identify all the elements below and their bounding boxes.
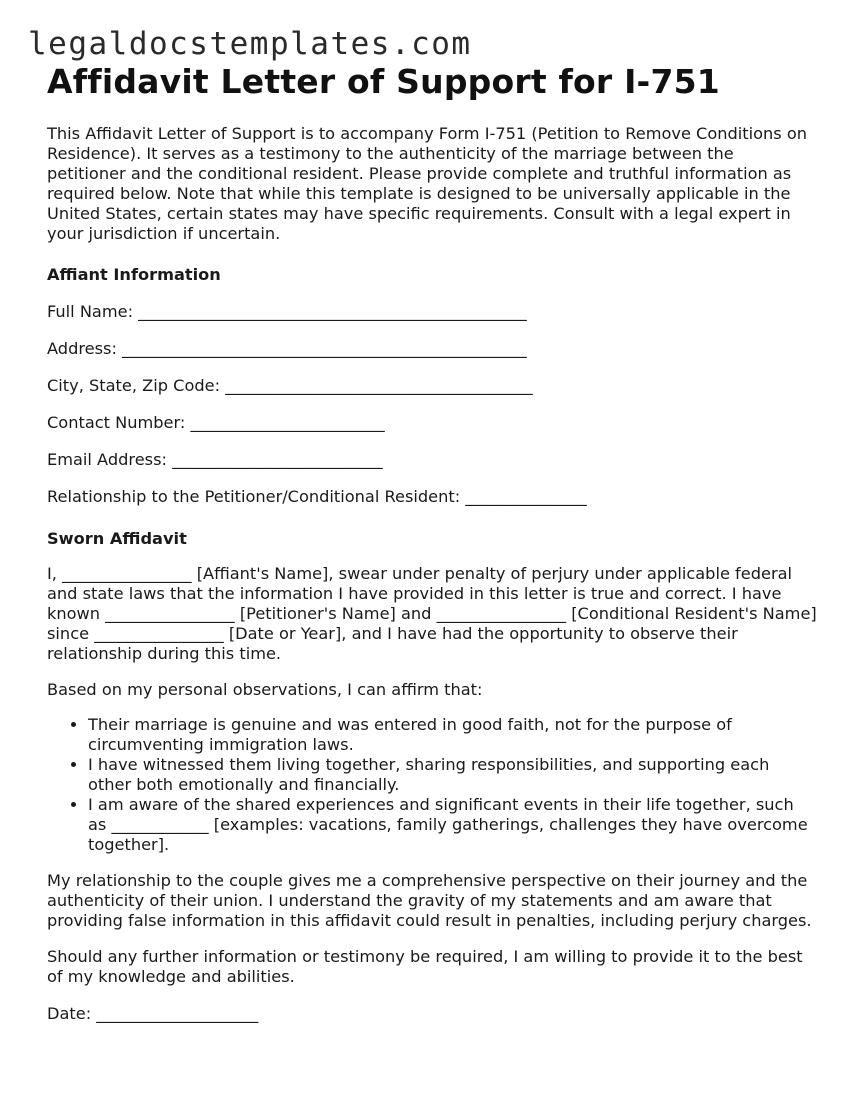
- observations-paragraph: Based on my personal observations, I can affirm that:: [47, 680, 483, 699]
- city-state-zip-field: City, State, Zip Code: ______________________________________: [47, 376, 533, 395]
- relationship-paragraph: My relationship to the couple gives me a comprehensive perspective on their journey and the authenticity of their union. I understand the gravity of my statements and am aware that providing false information in this affidavit could result in penalties, including perjury charges.: [47, 871, 812, 930]
- date-field: Date: ____________________: [47, 1004, 259, 1023]
- address-field: Address: __________________________________________________: [47, 339, 527, 358]
- sworn-paragraph: I, ________________ [Affiant's Name], swear under penalty of perjury under applicable federal and state laws that the information I have provided in this letter is true and correct. I have known ________________ [Petitioner's Name] and ________________ [Conditional Resident's Name] since ________________ [Date or Year], and I have had the opportunity to observe their relationship during this time.: [47, 564, 817, 663]
- intro-paragraph: This Affidavit Letter of Support is to accompany Form I-751 (Petition to Remove Conditions on Residence). It serves as a testimony to the authenticity of the marriage between the petitioner and the conditional resident. Please provide complete and truthful information as required below. Note that while this template is designed to be universally applicable in the United States, certain states may have specific requirements. Consult with a legal expert in your jurisdiction if uncertain.: [47, 124, 808, 243]
- sworn-heading: Sworn Affidavit: [47, 529, 187, 548]
- site-watermark: legaldocstemplates.com: [28, 26, 472, 62]
- list-item: • I am aware of the shared experiences and significant events in their life together, such as ____________ [examples: vacations, family gatherings, challenges they have overcome together].: [88, 795, 817, 855]
- list-item: • I have witnessed them living together, sharing responsibilities, and supporting each other both emotionally and financially.: [88, 755, 817, 795]
- document-title: Affidavit Letter of Support for I-751: [47, 62, 720, 101]
- contact-number-field: Contact Number: ________________________: [47, 413, 385, 432]
- affirmation-list: [47, 715, 817, 855]
- list-item: • Their marriage is genuine and was entered in good faith, not for the purpose of circumventing immigration laws.: [88, 715, 817, 755]
- email-address-field: Email Address: __________________________: [47, 450, 383, 469]
- full-name-field: Full Name: ________________________________________________: [47, 302, 527, 321]
- further-info-paragraph: Should any further information or testimony be required, I am willing to provide it to the best of my knowledge and abilities.: [47, 947, 803, 986]
- relationship-field: Relationship to the Petitioner/Conditional Resident: _______________: [47, 487, 587, 506]
- document-body: [47, 60, 817, 1025]
- affiant-heading: Affiant Information: [47, 265, 221, 284]
